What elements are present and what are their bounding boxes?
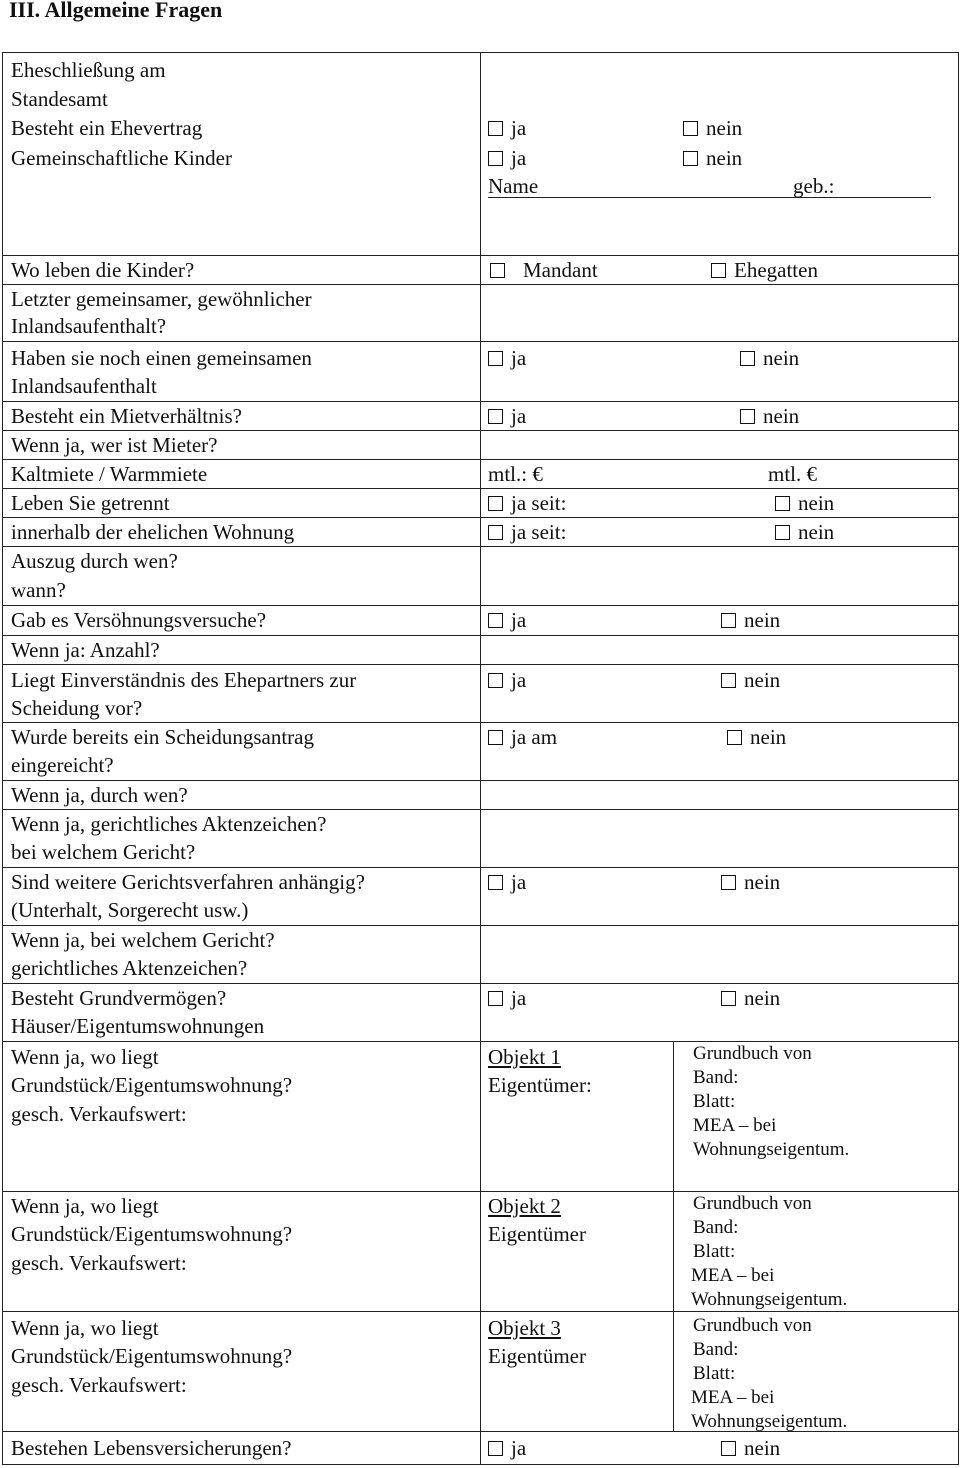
checkbox-icon bbox=[711, 263, 726, 278]
row-real-estate bbox=[3, 984, 958, 1042]
checkbox-icon bbox=[721, 613, 736, 628]
row-other-proceedings bbox=[3, 868, 958, 926]
row-which-court bbox=[3, 926, 958, 984]
question-label: Bestehen Lebensversicherungen? bbox=[11, 1436, 292, 1460]
option-ja[interactable]: ja bbox=[488, 984, 526, 1013]
row-last-residence bbox=[3, 285, 958, 342]
question-label: Wenn ja, durch wen? bbox=[11, 783, 188, 807]
checkbox-icon bbox=[488, 409, 503, 424]
checkbox-icon bbox=[740, 409, 755, 424]
question-label: Wenn ja, gerichtliches Aktenzeichen? bbox=[11, 812, 327, 836]
question-label: Inlandsaufenthalt? bbox=[11, 314, 167, 338]
question-label: Standesamt bbox=[11, 87, 108, 111]
birth-label: geb.: bbox=[793, 174, 835, 198]
question-label: Wenn ja, wo liegt bbox=[11, 1194, 159, 1218]
checkbox-icon bbox=[488, 121, 503, 136]
question-label: Besteht ein Ehevertrag bbox=[11, 116, 203, 140]
volume-label: Band: bbox=[693, 1217, 739, 1238]
option-nein[interactable]: nein bbox=[775, 489, 834, 518]
question-label: innerhalb der ehelichen Wohnung bbox=[11, 520, 295, 544]
question-label: Wenn ja: Anzahl? bbox=[11, 638, 160, 662]
checkbox-icon bbox=[727, 730, 742, 745]
question-label: Gemeinschaftliche Kinder bbox=[11, 146, 232, 170]
checkbox-icon bbox=[488, 613, 503, 628]
checkbox-icon bbox=[488, 875, 503, 890]
row-within-home bbox=[3, 518, 958, 547]
row-rent bbox=[3, 460, 958, 489]
row-property-2 bbox=[3, 1192, 958, 1312]
row-count bbox=[3, 636, 958, 665]
row-consent bbox=[3, 665, 958, 723]
condominium-label: Wohnungseigentum. bbox=[693, 1139, 850, 1160]
option-ja[interactable]: ja bbox=[488, 402, 526, 431]
question-label: Scheidung vor? bbox=[11, 696, 143, 720]
row-separated bbox=[3, 489, 958, 518]
checkbox-icon bbox=[488, 496, 503, 511]
question-label: Wurde bereits ein Scheidungsantrag bbox=[11, 725, 314, 749]
sheet-label: Blatt: bbox=[693, 1091, 736, 1112]
row-common-residence bbox=[3, 342, 958, 402]
question-label: Grundstück/Eigentumswohnung? bbox=[11, 1344, 293, 1368]
option-ja[interactable]: ja bbox=[488, 666, 526, 695]
sheet-label: Blatt: bbox=[693, 1363, 736, 1384]
question-label: Wo leben die Kinder? bbox=[11, 258, 195, 282]
question-label: Letzter gemeinsamer, gewöhnlicher bbox=[11, 287, 312, 311]
question-label: Eheschließung am bbox=[11, 58, 166, 82]
option-nein[interactable]: nein bbox=[721, 1434, 780, 1463]
checkbox-icon bbox=[488, 673, 503, 688]
mea-label: MEA – bei bbox=[691, 1387, 775, 1408]
question-label: Wenn ja, bei welchem Gericht? bbox=[11, 928, 275, 952]
question-label: Liegt Einverständnis des Ehepartners zur bbox=[11, 668, 357, 692]
question-label: Haben sie noch einen gemeinsamen bbox=[11, 346, 312, 370]
checkbox-icon bbox=[488, 525, 503, 540]
question-label: Besteht Grundvermögen? bbox=[11, 986, 227, 1010]
option-ja-seit[interactable]: ja seit: bbox=[488, 518, 566, 547]
row-reconciliation bbox=[3, 606, 958, 636]
question-label: bei welchem Gericht? bbox=[11, 840, 196, 864]
question-label: Besteht ein Mietverhältnis? bbox=[11, 404, 242, 428]
option-ehegatten[interactable]: Ehegatten bbox=[711, 256, 818, 285]
property-title: Objekt 2 bbox=[488, 1194, 561, 1218]
question-label: Häuser/Eigentumswohnungen bbox=[11, 1014, 265, 1038]
option-nein[interactable]: nein bbox=[721, 666, 780, 695]
option-nein[interactable]: nein bbox=[683, 144, 742, 173]
question-label: Inlandsaufenthalt bbox=[11, 374, 157, 398]
option-nein[interactable]: nein bbox=[683, 114, 742, 143]
checkbox-icon bbox=[721, 991, 736, 1006]
owner-label: Eigentümer bbox=[488, 1344, 586, 1368]
question-label: gerichtliches Aktenzeichen? bbox=[11, 956, 248, 980]
checkbox-icon bbox=[721, 875, 736, 890]
mea-label: MEA – bei bbox=[691, 1265, 775, 1286]
option-nein[interactable]: nein bbox=[775, 518, 834, 547]
rent-warm-field[interactable]: mtl. € bbox=[768, 462, 818, 486]
checkbox-icon bbox=[683, 151, 698, 166]
question-label: Gab es Versöhnungsversuche? bbox=[11, 608, 267, 632]
rent-cold-field[interactable]: mtl.: € bbox=[488, 462, 543, 486]
row-life-insurance bbox=[3, 1432, 958, 1465]
question-label: Wenn ja, wer ist Mieter? bbox=[11, 433, 218, 457]
question-label: Grundstück/Eigentumswohnung? bbox=[11, 1073, 293, 1097]
option-ja[interactable]: ja bbox=[488, 144, 526, 173]
row-filed-by bbox=[3, 781, 958, 810]
property-title: Objekt 1 bbox=[488, 1045, 561, 1069]
row-children-residence bbox=[3, 256, 958, 285]
checkbox-icon bbox=[683, 121, 698, 136]
row-case-number bbox=[3, 810, 958, 868]
mea-label: MEA – bei bbox=[693, 1115, 777, 1136]
option-ja[interactable]: ja bbox=[488, 344, 526, 373]
question-label: (Unterhalt, Sorgerecht usw.) bbox=[11, 898, 249, 922]
questionnaire-table bbox=[2, 52, 959, 1465]
option-nein[interactable]: nein bbox=[721, 606, 780, 635]
option-nein[interactable]: nein bbox=[740, 344, 799, 373]
row-tenant bbox=[3, 431, 958, 460]
section-title: III. Allgemeine Fragen bbox=[9, 0, 223, 22]
question-label: gesch. Verkaufswert: bbox=[11, 1251, 187, 1275]
checkbox-icon bbox=[721, 1441, 736, 1456]
name-label: Name bbox=[488, 174, 539, 198]
checkbox-icon bbox=[775, 525, 790, 540]
question-label: gesch. Verkaufswert: bbox=[11, 1373, 187, 1397]
row-property-3 bbox=[3, 1312, 958, 1432]
checkbox-icon bbox=[740, 351, 755, 366]
owner-label: Eigentümer bbox=[488, 1222, 586, 1246]
land-register-label: Grundbuch von bbox=[693, 1193, 812, 1214]
checkbox-icon bbox=[721, 673, 736, 688]
land-register-label: Grundbuch von bbox=[693, 1043, 812, 1064]
option-nein[interactable]: nein bbox=[721, 984, 780, 1013]
option-ja-seit[interactable]: ja seit: bbox=[488, 489, 566, 518]
condominium-label: Wohnungseigentum. bbox=[691, 1289, 848, 1310]
property-title: Objekt 3 bbox=[488, 1316, 561, 1340]
row-property-1 bbox=[3, 1042, 958, 1192]
option-nein[interactable]: nein bbox=[727, 723, 786, 752]
option-ja-am[interactable]: ja am bbox=[488, 723, 557, 752]
checkbox-icon bbox=[488, 991, 503, 1006]
land-register-label: Grundbuch von bbox=[693, 1315, 812, 1336]
question-label: Wenn ja, wo liegt bbox=[11, 1316, 159, 1340]
volume-label: Band: bbox=[693, 1067, 739, 1088]
question-label: gesch. Verkaufswert: bbox=[11, 1102, 187, 1126]
option-nein[interactable]: nein bbox=[721, 868, 780, 897]
question-label: Sind weitere Gerichtsverfahren anhängig? bbox=[11, 870, 365, 894]
question-label: wann? bbox=[11, 578, 66, 602]
checkbox-icon bbox=[488, 1441, 503, 1456]
question-label: Wenn ja, wo liegt bbox=[11, 1045, 159, 1069]
question-label: Kaltmiete / Warmmiete bbox=[11, 462, 208, 486]
row-marriage bbox=[3, 53, 958, 256]
row-move-out bbox=[3, 547, 958, 606]
owner-label: Eigentümer: bbox=[488, 1073, 592, 1097]
option-ja[interactable]: ja bbox=[488, 606, 526, 635]
option-nein[interactable]: nein bbox=[740, 402, 799, 431]
row-rental bbox=[3, 402, 958, 431]
checkbox-icon bbox=[490, 263, 505, 278]
option-ja[interactable]: ja bbox=[488, 868, 526, 897]
row-divorce-filed bbox=[3, 723, 958, 781]
option-mandant[interactable]: Mandant bbox=[490, 256, 598, 285]
condominium-label: Wohnungseigentum. bbox=[691, 1411, 848, 1432]
question-label: eingereicht? bbox=[11, 753, 114, 777]
option-ja[interactable]: ja bbox=[488, 1434, 526, 1463]
checkbox-icon bbox=[488, 730, 503, 745]
question-label: Leben Sie getrennt bbox=[11, 491, 170, 515]
sheet-label: Blatt: bbox=[693, 1241, 736, 1262]
question-label: Grundstück/Eigentumswohnung? bbox=[11, 1222, 293, 1246]
checkbox-icon bbox=[488, 151, 503, 166]
volume-label: Band: bbox=[693, 1339, 739, 1360]
question-label: Auszug durch wen? bbox=[11, 549, 178, 573]
option-ja[interactable]: ja bbox=[488, 114, 526, 143]
checkbox-icon bbox=[488, 351, 503, 366]
checkbox-icon bbox=[775, 496, 790, 511]
